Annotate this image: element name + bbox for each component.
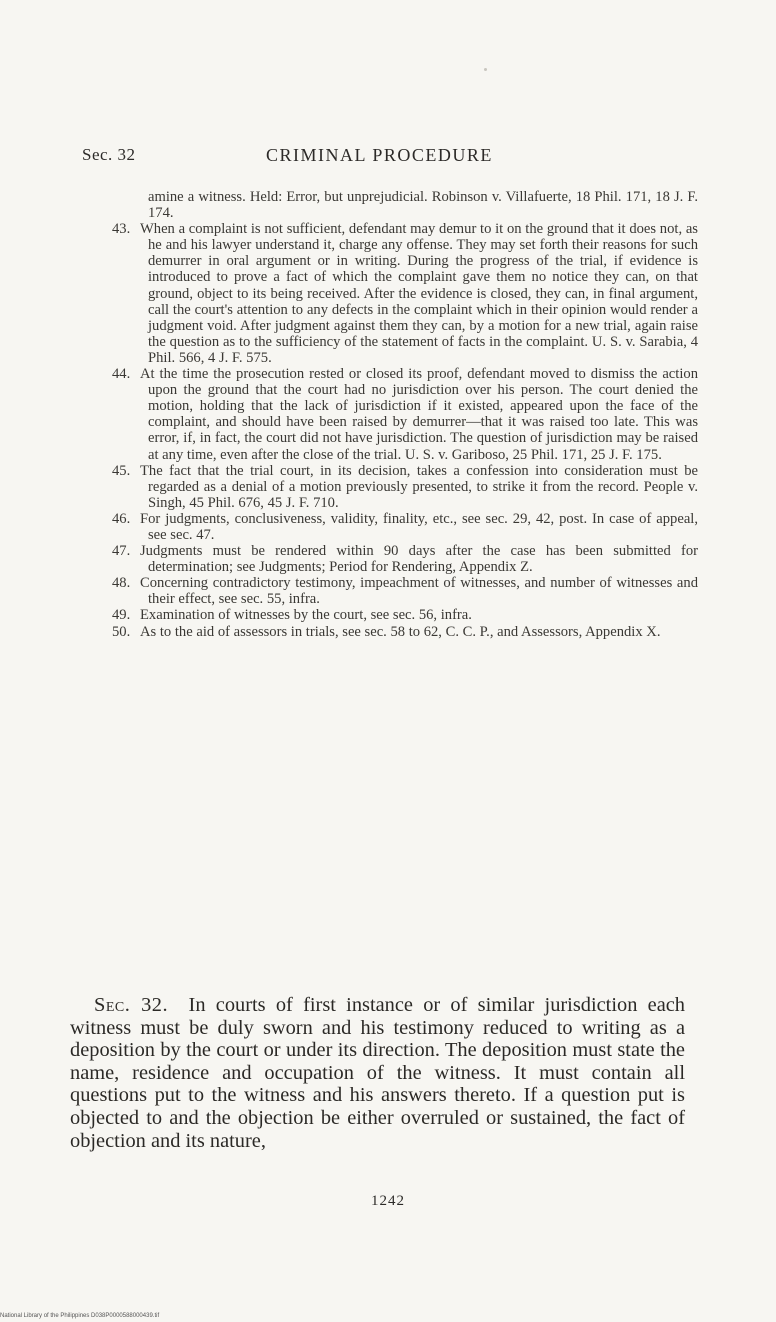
note-item: [112, 463, 698, 511]
running-header: [82, 145, 702, 169]
note-number: 46.: [112, 510, 131, 527]
note-item: [112, 624, 698, 640]
header-section-ref: Sec. 32: [82, 145, 136, 164]
note-item: [112, 543, 698, 575]
note-item: [112, 607, 698, 623]
note-number: 44.: [112, 366, 131, 383]
note-text: Judgments must be rendered within 90 days after the case has been submitted for determination; see Judgments; Period for Rendering, Appendix Z.: [140, 543, 698, 576]
section-paragraph: [70, 994, 685, 1152]
scan-speck: [484, 68, 487, 71]
note-text: As to the aid of assessors in trials, see sec. 58 to 62, C. C. P., and Assessors, Appendix X.: [140, 623, 661, 640]
annotation-notes: [112, 189, 698, 640]
scan-footer: National Library of the Philippines D038P0000588000439.tif: [0, 1313, 160, 1319]
page-number: 1242: [371, 1193, 405, 1209]
note-text: The fact that the trial court, in its decision, takes a confession into consideration must be regarded as a denial of a motion previously presented, to strike it from the record. People v. Singh, 45 Phil. 676, 45 J. F. 710.: [140, 462, 698, 511]
note-text: For judgments, conclusiveness, validity, finality, etc., see sec. 29, 42, post. In case of appeal, see sec. 47.: [140, 510, 698, 543]
note-continuation: amine a witness. Held: Error, but unprejudicial. Robinson v. Villafuerte, 18 Phil. 171, 18 J. F. 174.: [148, 189, 698, 222]
note-item: [112, 221, 698, 366]
section-32-body: [70, 994, 685, 1152]
note-number: 47.: [112, 543, 131, 560]
note-text: Concerning contradictory testimony, impeachment of witnesses, and number of witnesses and their effect, see sec. 55, infra.: [140, 575, 698, 608]
note-number: 50.: [112, 623, 131, 640]
note-item: [112, 366, 698, 463]
note-number: 48.: [112, 575, 131, 592]
note-item: [112, 511, 698, 543]
note-item: [112, 575, 698, 607]
note-number: 43.: [112, 221, 131, 238]
note-text: Examination of witnesses by the court, see sec. 56, infra.: [140, 607, 472, 624]
note-number: 49.: [112, 607, 131, 624]
section-label: Sec. 32.: [94, 994, 169, 1016]
section-text: In courts of first instance or of similar jurisdiction each witness must be duly sworn and his testimony reduced to writing as a deposition by the court or under its direction. The deposition must state the name, residence and occupation of the witness. It must contain all questions put to the witness and his answers thereto. If a question put is objected to and the objection be either overruled or sustained, the fact of objection and its nature,: [70, 994, 685, 1152]
note-text: When a complaint is not sufficient, defendant may demur to it on the ground that it does not, as he and his lawyer understand it, charge any offense. They may set forth their reasons for such demurrer in oral argument or in writing. During the progress of the trial, if evidence is introduced to prove a fact of which the complaint gave them no notice they can, on that ground, object to its being received. After the evidence is closed, they can, in final argument, call the court's attention to any defects in the complaint which in their opinion would render a judgment void. After judgment against them they can, by a motion for a new trial, again raise the question as to the sufficiency of the statement of facts in the complaint. U. S. v. Sarabia, 4 Phil. 566, 4 J. F. 575.: [140, 221, 698, 366]
note-number: 45.: [112, 462, 131, 479]
running-title: CRIMINAL PROCEDURE: [266, 145, 493, 165]
note-text: At the time the prosecution rested or closed its proof, defendant moved to dismiss the action upon the ground that the court had no jurisdiction over his person. The court denied the motion, holding that the lack of jurisdiction if it existed, appeared upon the face of the complaint, and should have been raised by demurrer—that it was raised too late. This was error, if, in fact, the court did not have jurisdiction. The question of jurisdiction may be raised at any time, even after the close of the trial. U. S. v. Gariboso, 25 Phil. 171, 25 J. F. 175.: [140, 366, 698, 463]
